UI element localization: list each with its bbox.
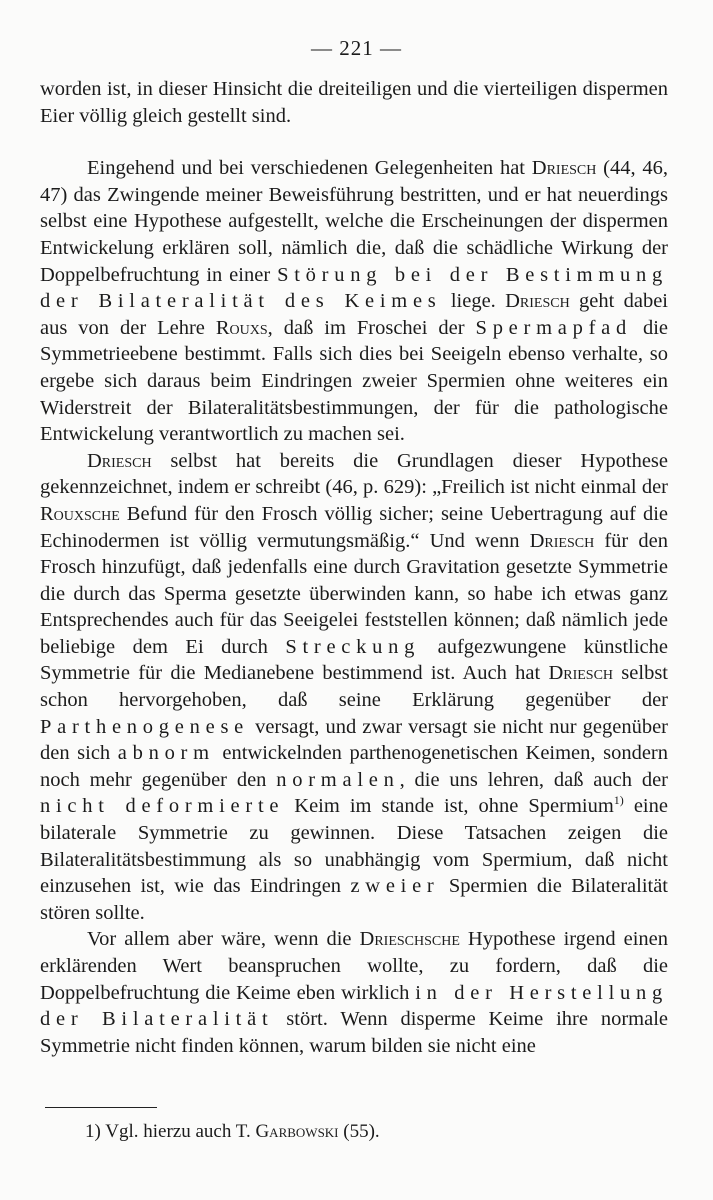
emphasized-text: Streckung [285,635,421,658]
footnote-reference: 1) [613,793,624,808]
page-number: — 221 — [311,36,402,60]
author-name: Driesch [505,290,570,313]
footnote-marker: 1) [85,1121,101,1142]
paragraph [40,448,668,927]
text-run: Keim im stande ist, ohne Spermium [284,795,614,818]
emphasized-text: normalen [276,768,400,791]
author-name: Driesch [529,529,595,552]
text-run: für den Frosch hinzufügt, daß jedenfalls eine durch Gravitation gesetzte Symmetrie die durch das Sperma gesetzte überwinden kann, so habe ich etwas ganz Entsprechendes auch für das Seeigelei feststellen können; daß nämlich jede beliebige dem Ei durch [40,529,668,658]
text-run: selbst hat bereits die Grundlagen dieser Hypothese gekennzeichnet, indem er schreibt (46, p. 629): „Freilich ist nicht einmal der [40,449,668,499]
emphasized-text: nicht deformierte [40,795,285,818]
emphasized-text: zweier [350,875,440,898]
author-name: Driesch [548,662,614,685]
footnote-text [105,1121,379,1142]
text-run: Befund für den Frosch völlig sicher; seine Uebertragung auf die Echinodermen ist völlig vermutungsmäßig.“ Und wenn [40,502,668,552]
emphasized-text: Störung bei der Bestimmung der Bilateralität des Keimes [40,263,669,313]
footnote-rule [45,1107,157,1108]
text-run: Vgl. hierzu auch T. [105,1121,256,1142]
text-run: Vor allem aber wäre, wenn die [87,928,360,951]
text-run: , die uns lehren, daß auch der [399,768,668,791]
text-run: selbst schon hervorgehoben, daß seine Erklärung gegenüber der [40,662,669,712]
author-name: Drieschsche [359,928,460,951]
text-run: Eingehend und bei verschiedenen Gelegenheiten hat [87,157,532,180]
emphasized-text: in der Herstellung der Bilateralität [40,981,668,1031]
text-run: worden ist, in dieser Hinsicht die dreiteiligen und die vierteiligen dispermen Eier völlig gleich gestellt sind. [40,78,668,127]
text-run: versagt, und zwar versagt sie nicht nur gegenüber den sich [40,715,668,765]
footnote [85,1120,380,1144]
emphasized-text: abnorm [117,742,215,765]
author-name: Rouxs [215,316,268,339]
emphasized-text: Parthenogenese [40,715,250,738]
text-run: (44, 46, 47) das Zwingende meiner Beweisführung bestritten, und er hat neuerdings selbst eine Hypothese aufgestellt, welche die Erscheinungen der dispermen Entwickelung erklären soll, nämlich die, daß die schädliche Wirkung der Doppelbefruchtung in einer [40,157,668,286]
author-name: Rouxsche [40,502,120,525]
author-name: Driesch [87,449,152,472]
text-run: , daß im Froschei der [267,316,476,339]
author-name: Garbowski [255,1121,339,1142]
emphasized-text: Spermapfad [475,316,632,339]
author-name: Driesch [531,157,597,180]
text-run: liege. [441,290,506,313]
text-run: eine bilaterale Symmetrie zu gewinnen. Diese Tatsachen zeigen die Bilateralitätsbestimmung als so unabhängig vom Spermium, daß nicht einzusehen ist, wie das Eindringen [40,795,668,898]
paragraph [40,926,668,1059]
paragraph [40,76,668,129]
text-run: Spermien die Bilateralität stören sollte. [40,875,668,924]
body-text [40,76,668,1059]
paragraph [40,155,668,448]
text-run: geht dabei aus von der Lehre [40,290,668,339]
text-run: (55). [338,1121,380,1142]
text-run: stört. Wenn disperme Keime ihre normale Symmetrie nicht finden können, warum bilden sie nicht eine [40,1008,668,1057]
text-run: aufgezwungene künstliche Symmetrie für die Medianebene bestimmend ist. Auch hat [40,635,668,685]
text-run: Hypothese irgend einen erklärenden Wert beanspruchen wollte, zu fordern, daß die Doppelbefruchtung die Keime eben wirklich [40,928,669,1004]
text-run: die Symmetrieebene bestimmt. Falls sich dies bei Seeigeln ebenso verhalte, so ergebe sich daraus beim Eindringen zweier Spermien ohne weiteres ein Widerstreit der Bilateralitätsbestimmungen, der für die pathologische Entwickelung verantwortlich zu machen sei. [40,316,668,446]
text-run: entwickelnden parthenogenetischen Keimen, sondern noch mehr gegenüber den [40,742,668,791]
